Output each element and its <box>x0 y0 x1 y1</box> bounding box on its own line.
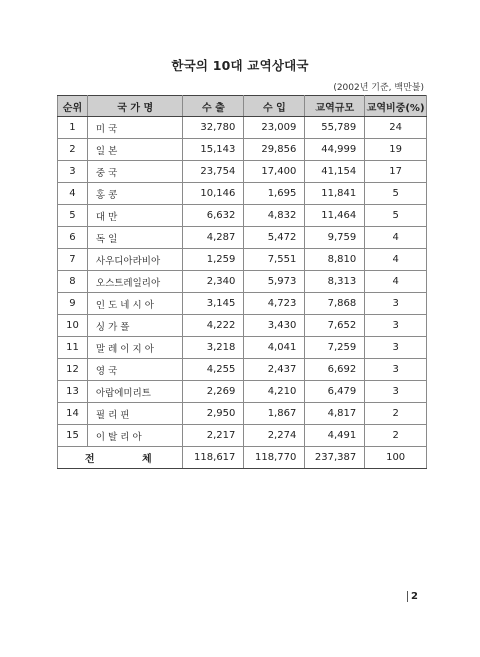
country-cell: 대 만 <box>87 205 183 227</box>
country-cell: 중 국 <box>87 161 183 183</box>
table-row <box>58 227 427 249</box>
trade-share-cell: 2 <box>365 425 427 447</box>
trade-volume-cell: 7,652 <box>305 315 365 337</box>
table-row <box>58 315 427 337</box>
import-cell: 17,400 <box>244 161 305 183</box>
country-cell: 아랍에미리트 <box>87 381 183 403</box>
rank-cell: 15 <box>58 425 88 447</box>
table-row <box>58 359 427 381</box>
export-cell: 23,754 <box>183 161 244 183</box>
export-cell: 10,146 <box>183 183 244 205</box>
export-cell: 6,632 <box>183 205 244 227</box>
export-cell: 3,145 <box>183 293 244 315</box>
country-cell: 독 일 <box>87 227 183 249</box>
trade-volume-cell: 11,841 <box>305 183 365 205</box>
trade-share-cell: 4 <box>365 227 427 249</box>
trade-volume-cell: 41,154 <box>305 161 365 183</box>
import-cell: 4,723 <box>244 293 305 315</box>
table-row <box>58 117 427 139</box>
table-row <box>58 381 427 403</box>
country-cell: 영 국 <box>87 359 183 381</box>
table-row <box>58 205 427 227</box>
country-cell: 홍 콩 <box>87 183 183 205</box>
import-cell: 4,832 <box>244 205 305 227</box>
trade-share-cell: 4 <box>365 249 427 271</box>
export-cell: 2,269 <box>183 381 244 403</box>
rank-cell: 3 <box>58 161 88 183</box>
table-row <box>58 425 427 447</box>
country-cell: 말 레 이 지 아 <box>87 337 183 359</box>
rank-cell: 14 <box>58 403 88 425</box>
trade-volume-cell: 7,868 <box>305 293 365 315</box>
country-cell: 미 국 <box>87 117 183 139</box>
country-cell: 필 리 핀 <box>87 403 183 425</box>
country-cell: 일 본 <box>87 139 183 161</box>
import-cell: 3,430 <box>244 315 305 337</box>
export-cell: 4,255 <box>183 359 244 381</box>
export-cell: 15,143 <box>183 139 244 161</box>
trade-share-cell: 24 <box>365 117 427 139</box>
column-header-trade-share: 교역비중(%) <box>365 96 427 117</box>
total-export: 118,617 <box>183 447 244 469</box>
rank-cell: 1 <box>58 117 88 139</box>
import-cell: 1,695 <box>244 183 305 205</box>
country-cell: 인 도 네 시 아 <box>87 293 183 315</box>
column-header-trade-volume: 교역규모 <box>305 96 365 117</box>
country-cell: 이 탈 리 아 <box>87 425 183 447</box>
export-cell: 1,259 <box>183 249 244 271</box>
trade-share-cell: 5 <box>365 205 427 227</box>
rank-cell: 6 <box>58 227 88 249</box>
trade-volume-cell: 11,464 <box>305 205 365 227</box>
rank-cell: 9 <box>58 293 88 315</box>
column-header-export: 수 출 <box>183 96 244 117</box>
import-cell: 2,274 <box>244 425 305 447</box>
export-cell: 4,222 <box>183 315 244 337</box>
table-row <box>58 271 427 293</box>
trade-share-cell: 3 <box>365 293 427 315</box>
country-cell: 오스트레일리아 <box>87 271 183 293</box>
trade-volume-cell: 8,313 <box>305 271 365 293</box>
rank-cell: 12 <box>58 359 88 381</box>
column-header-country: 국 가 명 <box>87 96 183 117</box>
import-cell: 4,210 <box>244 381 305 403</box>
table-row <box>58 139 427 161</box>
import-cell: 2,437 <box>244 359 305 381</box>
import-cell: 29,856 <box>244 139 305 161</box>
export-cell: 3,218 <box>183 337 244 359</box>
table-row <box>58 403 427 425</box>
import-cell: 5,973 <box>244 271 305 293</box>
rank-cell: 13 <box>58 381 88 403</box>
total-trade-share: 100 <box>365 447 427 469</box>
import-cell: 1,867 <box>244 403 305 425</box>
rank-cell: 5 <box>58 205 88 227</box>
trade-partners-table <box>57 95 427 469</box>
rank-cell: 8 <box>58 271 88 293</box>
trade-share-cell: 17 <box>365 161 427 183</box>
country-cell: 싱 가 폴 <box>87 315 183 337</box>
trade-volume-cell: 44,999 <box>305 139 365 161</box>
page-number: 2 <box>407 591 418 602</box>
trade-volume-cell: 7,259 <box>305 337 365 359</box>
export-cell: 2,217 <box>183 425 244 447</box>
import-cell: 23,009 <box>244 117 305 139</box>
trade-share-cell: 2 <box>365 403 427 425</box>
rank-cell: 2 <box>58 139 88 161</box>
trade-volume-cell: 4,817 <box>305 403 365 425</box>
trade-share-cell: 3 <box>365 315 427 337</box>
table-row <box>58 293 427 315</box>
trade-share-cell: 5 <box>365 183 427 205</box>
trade-share-cell: 3 <box>365 337 427 359</box>
export-cell: 2,950 <box>183 403 244 425</box>
table-header-row <box>58 96 427 117</box>
column-header-rank: 순위 <box>58 96 88 117</box>
column-header-import: 수 입 <box>244 96 305 117</box>
trade-volume-cell: 6,692 <box>305 359 365 381</box>
trade-volume-cell: 55,789 <box>305 117 365 139</box>
table-row <box>58 249 427 271</box>
rank-cell: 4 <box>58 183 88 205</box>
import-cell: 7,551 <box>244 249 305 271</box>
trade-volume-cell: 9,759 <box>305 227 365 249</box>
export-cell: 4,287 <box>183 227 244 249</box>
total-label: 전 체 <box>58 447 183 469</box>
trade-share-cell: 3 <box>365 359 427 381</box>
table-row <box>58 161 427 183</box>
country-cell: 사우디아라비아 <box>87 249 183 271</box>
total-trade-volume: 237,387 <box>305 447 365 469</box>
import-cell: 5,472 <box>244 227 305 249</box>
rank-cell: 7 <box>58 249 88 271</box>
export-cell: 32,780 <box>183 117 244 139</box>
table-row <box>58 337 427 359</box>
export-cell: 2,340 <box>183 271 244 293</box>
trade-share-cell: 19 <box>365 139 427 161</box>
table-body <box>58 117 427 447</box>
total-row <box>58 447 427 469</box>
trade-share-cell: 3 <box>365 381 427 403</box>
total-import: 118,770 <box>244 447 305 469</box>
trade-volume-cell: 4,491 <box>305 425 365 447</box>
rank-cell: 11 <box>58 337 88 359</box>
trade-volume-cell: 6,479 <box>305 381 365 403</box>
rank-cell: 10 <box>58 315 88 337</box>
trade-share-cell: 4 <box>365 271 427 293</box>
table-row <box>58 183 427 205</box>
import-cell: 4,041 <box>244 337 305 359</box>
unit-note: (2002년 기준, 백만불) <box>333 83 424 93</box>
trade-volume-cell: 8,810 <box>305 249 365 271</box>
page-title: 한국의 10대 교역상대국 <box>171 58 309 73</box>
